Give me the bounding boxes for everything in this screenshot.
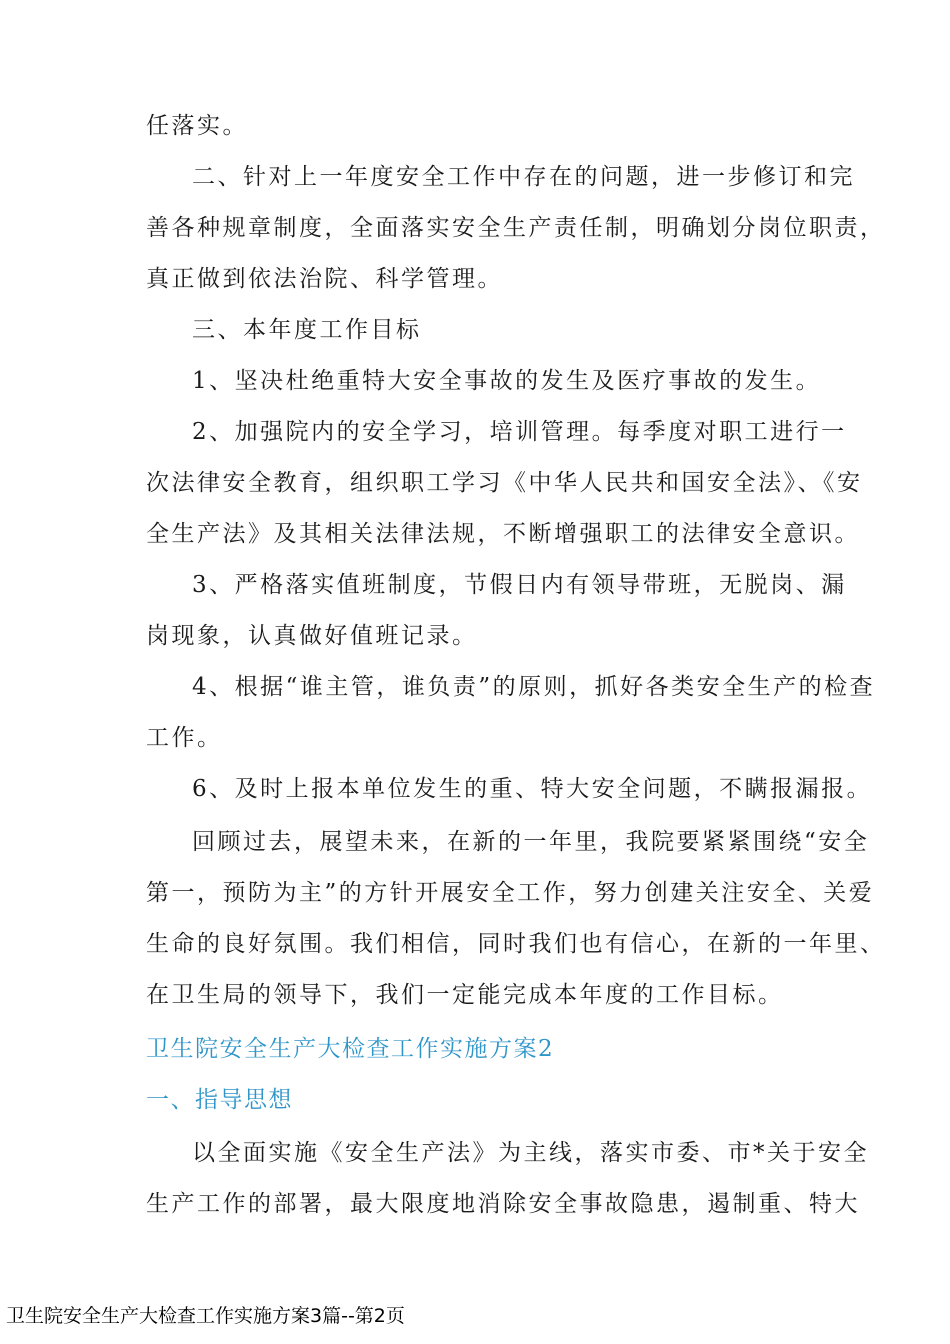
body-line: 6、及时上报本单位发生的重、特大安全问题，不瞒报漏报。: [192, 776, 873, 802]
body-line: 任落实。: [146, 113, 248, 139]
body-line: 第一，预防为主”的方针开展安全工作，努力创建关注安全、关爱: [146, 880, 875, 906]
body-line: 2、加强院内的安全学习，培训管理。每季度对职工进行一: [192, 419, 847, 445]
body-line: 1、坚决杜绝重特大安全事故的发生及医疗事故的发生。: [192, 368, 822, 394]
subsection-title: 一、指导思想: [146, 1087, 293, 1113]
body-line: 真正做到依法治院、科学管理。: [146, 266, 503, 292]
body-line: 次法律安全教育，组织职工学习《中华人民共和国安全法》、《安: [146, 470, 863, 496]
page-footer: 卫生院安全生产大检查工作实施方案3篇--第2页: [6, 1305, 405, 1327]
body-line: 以全面实施《安全生产法》为主线，落实市委、市*关于安全: [192, 1140, 869, 1166]
body-line: 岗现象，认真做好值班记录。: [146, 623, 478, 649]
body-line: 生命的良好氛围。我们相信，同时我们也有信心，在新的一年里、: [146, 931, 886, 957]
body-line: 回顾过去，展望未来，在新的一年里，我院要紧紧围绕“安全: [192, 829, 870, 855]
body-line: 4、根据“谁主管，谁负责”的原则，抓好各类安全生产的检查: [192, 674, 876, 700]
body-line: 在卫生局的领导下，我们一定能完成本年度的工作目标。: [146, 982, 784, 1008]
body-line: 生产工作的部署，最大限度地消除安全事故隐患，遏制重、特大: [146, 1191, 860, 1217]
body-line: 3、严格落实值班制度，节假日内有领导带班，无脱岗、漏: [192, 572, 847, 598]
body-line: 善各种规章制度，全面落实安全生产责任制，明确划分岗位职责，: [146, 215, 886, 241]
body-line: 工作。: [146, 725, 223, 751]
body-line: 全生产法》及其相关法律法规，不断增强职工的法律安全意识。: [146, 521, 860, 547]
section-title: 卫生院安全生产大检查工作实施方案2: [146, 1036, 555, 1062]
body-line: 二、针对上一年度安全工作中存在的问题，进一步修订和完: [192, 164, 855, 190]
body-line: 三、本年度工作目标: [192, 317, 422, 343]
